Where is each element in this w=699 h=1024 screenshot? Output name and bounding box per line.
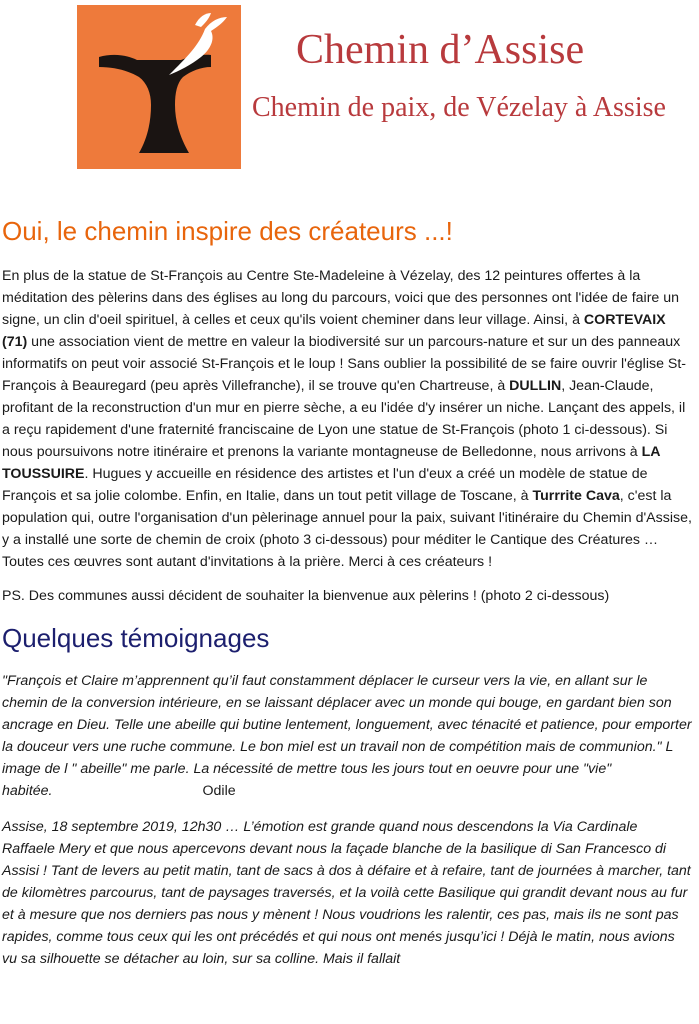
text-run: . Hugues y accueille en résidence des artistes et l'un d'eux a créé un modèle de statue de François et sa jolie colombe. Enfin, en Italie, dans un tout petit village de Toscane, à [2, 466, 648, 504]
testimonial-signature: Odile [202, 783, 236, 799]
tau-dove-icon [77, 5, 241, 169]
place-turrrite-cava: Turrrite Cava [532, 488, 620, 504]
logo[interactable] [77, 5, 241, 169]
place-cortevaix: CORTEVAIX (71) [2, 312, 666, 350]
text-run: une association vient de mettre en valeur la biodiversité sur un parcours-nature et sur un des panneaux informatifs on peut voir associé St-François et le loup ! Sans oublier la possibilité de se faire ouvrir l'église St-François à Beauregard (peu après Villefranche), il se trouve qu'en Chartreuse, à [2, 334, 687, 394]
text-run: , c'est la population qui, outre l'organisation d'un pèlerinage annuel pour la paix, suivant l'itinéraire du Chemin d'Assise, y a installé une sorte de chemin de croix (photo 3 ci-dessous) pour méditer le Cantique des Créatures … Toutes ces œuvres sont autant d'invitations à la prière. Merci à ces créateurs ! [2, 488, 692, 570]
article-heading: Oui, le chemin inspire des créateurs ...! [2, 216, 453, 246]
site-subtitle: Chemin de paix, de Vézelay à Assise [252, 92, 666, 123]
text-run: En plus de la statue de St-François au Centre Ste-Madeleine à Vézelay, des 12 peintures offertes à la méditation des pèlerins dans des églises au long du parcours, voici que des personnes ont l'idée de faire un signe, un clin d'oeil spirituel, à celles et ceux qu'ils voient cheminer dans leur village. Ainsi, à [2, 268, 680, 328]
testimonial-quote [2, 670, 692, 802]
place-dullin: DULLIN [509, 378, 562, 394]
main-content [2, 214, 692, 970]
place-la-toussuire: LA TOUSSUIRE [2, 444, 661, 482]
site-title: Chemin d’Assise [296, 27, 585, 73]
quote-text: "François et Claire m’apprennent qu’il faut constamment déplacer le curseur vers la vie, en allant sur le chemin de la conversion intérieure, en se laissant déplacer avec un monde qui bouge, en gardant bien son ancrage en Dieu. Telle une abeille qui butine lentement, longuement, avec ténacité et patience, pour emporter la douceur vers une ruche commune. Le bon miel est un travail non de compétition mais de communion." L image de l " abeille" me parle. La nécessité de mettre tous les jours tout en oeuvre pour une "vie" habitée. [2, 673, 692, 799]
testimonials-heading: Quelques témoignages [2, 623, 270, 653]
text-run: , Jean-Claude, profitant de la reconstruction d'un mur en pierre sèche, a eu l'idée d'y insérer un niche. Lançant des appels, il a reçu rapidement d'une fraternité franciscaine de Lyon une statue de St-François (photo 1 ci-dessous). Si nous poursuivons notre itinéraire et prenons la variante montagneuse de Belledonne, nous arrivons à [2, 378, 686, 460]
article-paragraph [2, 265, 692, 573]
postscript: PS. Des communes aussi décident de souhaiter la bienvenue aux pèlerins ! (photo 2 ci-dessous) [2, 588, 610, 604]
site-header [0, 0, 699, 175]
testimonial-quote: Assise, 18 septembre 2019, 12h30 … L’émotion est grande quand nous descendons la Via Cardinale Raffaele Mery et que nous apercevons devant nous la façade blanche de la basilique di San Francesco di Assisi ! Tant de levers au petit matin, tant de sacs à dos à défaire et à refaire, tant de journées à marcher, tant de kilomètres parcourus, tant de paysages traversés, et la voilà cette Basilique qui grandit devant nous au fur et à mesure que nos derniers pas nous y mènent ! Nous voudrions les ralentir, ces pas, mais ils ne sont pas rapides, comme tous ceux qui les ont précédés et qui nous ont menés jusqu’ici ! Déjà le matin, nous avions vu sa silhouette se détacher au loin, sur sa colline. Mais il fallait [2, 819, 691, 967]
